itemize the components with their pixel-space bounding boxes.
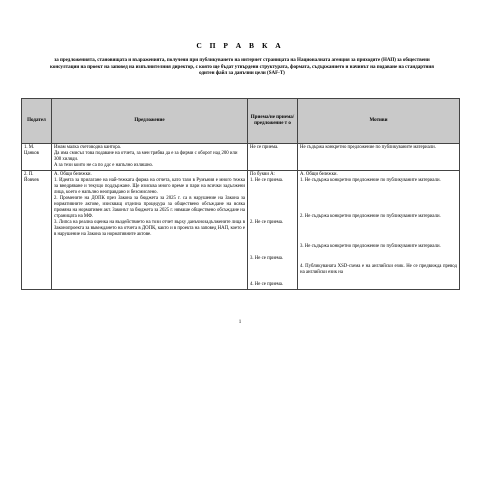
reasons-item: 4. Публикуваната XSD-схема е на английски език. Не се предвижда превод на английски език на bbox=[300, 264, 457, 275]
document-title: С П Р А В К А bbox=[196, 41, 284, 50]
reasons-prefix: А. Общи бележки. bbox=[300, 172, 338, 177]
decision-cell bbox=[248, 171, 298, 290]
decision-item: 3. Не се приема. bbox=[250, 256, 284, 261]
header-submitter: Подател bbox=[22, 99, 52, 144]
decision-item: 2. Не се приема. bbox=[250, 220, 284, 225]
header-decision: Приема/не приема/ предложение т о bbox=[248, 99, 298, 144]
document-subtitle: за предложенията, становищата и възраженията, получени при публикуването на интернет страницата на Националната агенция за приходите (НАП) за обществени консултации на проект на заповед на изпълнителния директор, с която ще бъдат утвърдени структурата, формата, съдържанието и начинът на подаване на стандартния одитен файл за данъчни цели (SAF-T) bbox=[50, 58, 434, 77]
proposal-line: А за тези които не са по ддс е напълно излишно. bbox=[54, 163, 154, 168]
reasons-item: 1. Не съдържа конкретно предложение по публикуваните материали. bbox=[300, 178, 441, 183]
header-reasons: Мотиви bbox=[298, 99, 460, 144]
proposal-heading: А. Общи бележки. bbox=[54, 172, 92, 177]
submitter-cell: 1. М. Цанков bbox=[22, 144, 52, 171]
proposals-table bbox=[21, 98, 460, 290]
decision-item: 4. Не се приема. bbox=[250, 282, 284, 287]
table-row bbox=[22, 171, 460, 290]
table-row bbox=[22, 144, 460, 171]
proposal-item: 1. Идеята за прилагане на най-тежката форма на отчета, като тази в Румъния е много тежка за внедряване и текущо поддържане. Ще изисква много време и пари на всички задължени лица, което е напълно неоправдано и безсмислено. bbox=[54, 178, 245, 195]
page-number: 1 bbox=[238, 320, 242, 325]
reasons-cell: Не съдържа конкретно предложение по публикуваните материали. bbox=[298, 144, 460, 171]
proposal-line: Имам малка счетоводна кантора. bbox=[54, 145, 121, 150]
decision-cell: Не се приема. bbox=[248, 144, 298, 171]
proposal-cell bbox=[52, 144, 248, 171]
reasons-cell bbox=[298, 171, 460, 290]
reasons-item: 2. Не съдържа конкретно предложение по публикуваните материали. bbox=[300, 214, 441, 219]
proposal-cell bbox=[52, 171, 248, 290]
reasons-item: 3. Не съдържа конкретно предложение по публикуваните материали. bbox=[300, 244, 441, 249]
submitter-cell: 2. П. Йовчев bbox=[22, 171, 52, 290]
proposal-item: 3. Липса на реална оценка на въздействието на този отчет върху данъчнозадължените лица в Законопроекта за въвеждането на отчета в ДОПК, както и в проекта на заповед НАП, което е в нарушение на Закона за нормативните актове. bbox=[54, 220, 245, 237]
header-proposal: Предложение bbox=[52, 99, 248, 144]
table-header-row bbox=[22, 99, 460, 144]
decision-prefix: По букви А: bbox=[250, 172, 275, 177]
decision-item: 1. Не се приема. bbox=[250, 178, 284, 183]
proposal-item: 2. Промените на ДОПК през Закона за бюджета за 2025 г. са в нарушение на Закона за нормативните актове, изискващ отделна процедура за обществено обсъждане на всяка промяна на нормативен акт. Законът за бюджета за 2025 г. нямаше обществено обсъждане на страницата на МФ. bbox=[54, 196, 245, 219]
proposal-line: Да има смисъл това подаване на отчета, за мен трябва да е за фирми с оборот над 200 или 300 хиляди. bbox=[54, 151, 238, 162]
